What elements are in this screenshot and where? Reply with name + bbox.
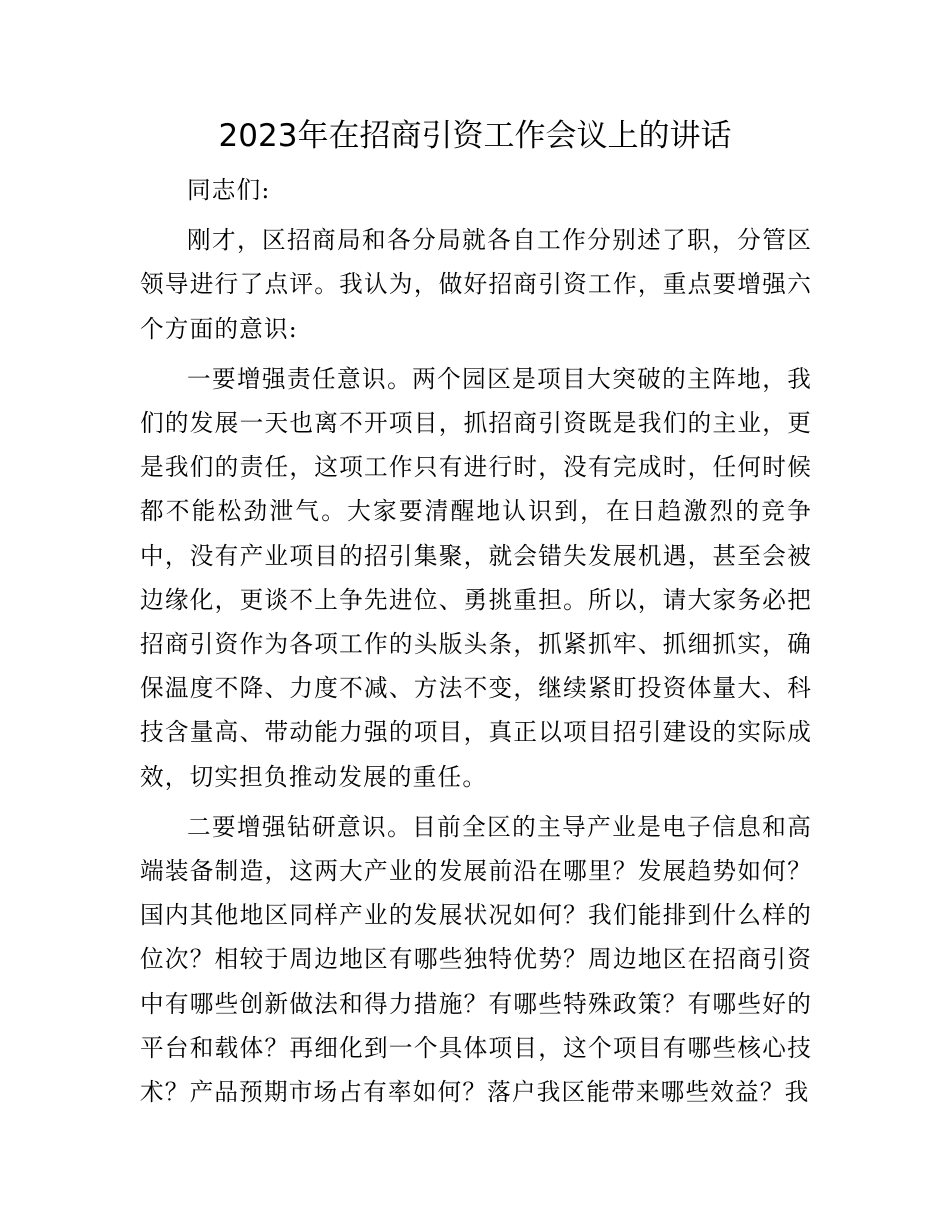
salutation: 同志们: (187, 176, 271, 204)
document-title: 2023年在招商引资工作会议上的讲话 (218, 118, 732, 154)
paragraph-research: 二要增强钻研意识。目前全区的主导产业是电子信息和高端装备制造，这两大产业的发展前沿在哪里？发展趋势如何？国内其他地区同样产业的发展状况如何？我们能排到什么样的位次？相较于周边地区有哪些独特优势？周边地区在招商引资中有哪些创新做法和得力措施？有哪些特殊政策？有哪些好的平台和载体？再细化到一个具体项目，这个项目有哪些核心技术？产品预期市场占有率如何？落户我区能带来哪些效益？我 (140, 812, 812, 1107)
paragraph-intro: 刚才，区招商局和各分局就各自工作分别述了职，分管区领导进行了点评。我认为，做好招商引资工作，重点要增强六个方面的意识: (140, 226, 812, 343)
paragraph-responsibility: 一要增强责任意识。两个园区是项目大突破的主阵地，我们的发展一天也离不开项目，抓招商引资既是我们的主业，更是我们的责任，这项工作只有进行时，没有完成时，任何时候都不能松劲泄气。大家要清醒地认识到，在日趋激烈的竞争中，没有产业项目的招引集聚，就会错失发展机遇，甚至会被边缘化，更谈不上争先进位、勇挑重担。所以，请大家务必把招商引资作为各项工作的头版头条，抓紧抓牢、抓细抓实，确保温度不降、力度不减、方法不变，继续紧盯投资体量大、科技含量高、带动能力强的项目，真正以项目招引建设的实际成效，切实担负推动发展的重任。 (140, 364, 812, 791)
document-body (140, 168, 812, 1114)
